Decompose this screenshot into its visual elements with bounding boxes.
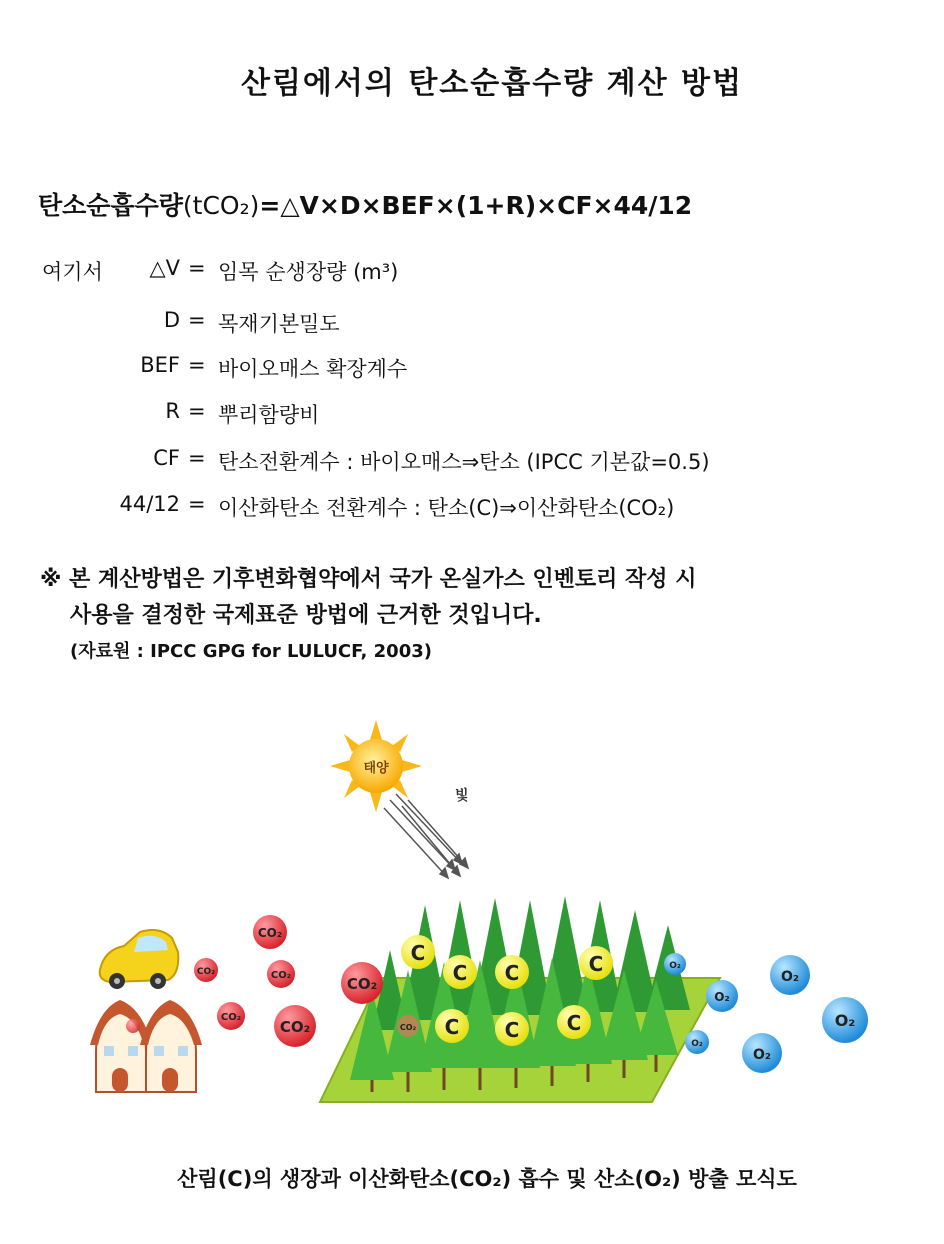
definition-symbol: 44/12 [119, 492, 180, 516]
definition-equals: = [188, 399, 206, 423]
carbon-bubble [579, 946, 613, 980]
svg-text:CO₂: CO₂ [196, 967, 216, 977]
svg-text:C: C [588, 952, 604, 976]
carbon-bubble [495, 955, 529, 989]
house-icon [140, 1000, 202, 1092]
definition-symbol: △V [149, 256, 180, 280]
note-source: (자료원 : IPCC GPG for LULUCF, 2003) [70, 641, 432, 662]
definition-symbol: CF [153, 446, 180, 470]
o2-bubble [706, 980, 738, 1012]
carbon-cycle-diagram [0, 700, 944, 1120]
page-title: 산림에서의 탄소순흡수량 계산 방법 [240, 66, 744, 101]
svg-text:C: C [410, 941, 426, 965]
svg-text:C: C [504, 1018, 520, 1042]
definition-row [0, 399, 944, 439]
definition-row [0, 353, 944, 393]
o2-bubble [770, 955, 810, 995]
definition-symbol: R [165, 399, 180, 423]
definition-equals: = [188, 446, 206, 470]
definition-desc: 목재기본밀도 [218, 312, 340, 336]
svg-text:CO₂: CO₂ [220, 1012, 242, 1023]
note-line-1: ※ 본 계산방법은 기후변화협약에서 국가 온실가스 인벤토리 작성 시 [40, 567, 697, 592]
co2-bubble [267, 960, 295, 988]
sun-label: 태양 [363, 761, 389, 776]
co2-bubble [194, 958, 218, 982]
svg-text:CO₂: CO₂ [399, 1023, 417, 1032]
definition-desc: 이산화탄소 전환계수 : 탄소(C)⇒이산화탄소(CO₂) [218, 496, 675, 520]
light-label: 빛 [455, 788, 469, 804]
formula-name: 탄소순흡수량 [38, 191, 183, 220]
svg-text:CO₂: CO₂ [257, 926, 283, 940]
co2-bubble [217, 1002, 245, 1030]
definition-equals: = [188, 492, 206, 516]
note-line-2: 사용을 결정한 국제표준 방법에 근거한 것입니다. [70, 603, 542, 628]
carbon-bubble [401, 935, 435, 969]
o2-bubble [664, 953, 686, 975]
formula [38, 186, 692, 222]
co2-bubble [341, 962, 383, 1004]
definition-row [0, 308, 944, 348]
light-rays-icon [384, 794, 468, 878]
definition-row [0, 256, 944, 296]
svg-text:O₂: O₂ [834, 1011, 856, 1030]
definition-equals: = [188, 353, 206, 377]
co2-bubble [274, 1005, 316, 1047]
co2-bubble [253, 915, 287, 949]
o2-bubble [685, 1030, 709, 1054]
svg-text:O₂: O₂ [714, 990, 730, 1004]
svg-text:C: C [452, 961, 468, 985]
formula-unit: (tCO₂) [182, 191, 260, 220]
svg-text:CO₂: CO₂ [279, 1018, 311, 1036]
car-icon [100, 930, 179, 989]
definition-symbol: BEF [140, 353, 180, 377]
definition-desc: 탄소전환계수 : 바이오매스⇒탄소 (IPCC 기본값=0.5) [218, 450, 710, 474]
definition-desc: 바이오매스 확장계수 [218, 357, 408, 381]
diagram-caption: 산림(C)의 생장과 이산화탄소(CO₂) 흡수 및 산소(O₂) 방출 모식도 [177, 1167, 797, 1191]
svg-text:O₂: O₂ [691, 1039, 703, 1049]
svg-text:O₂: O₂ [752, 1047, 772, 1063]
house-icon [90, 1000, 152, 1092]
definition-row [0, 492, 944, 532]
svg-text:C: C [566, 1011, 582, 1035]
svg-text:CO₂: CO₂ [346, 975, 378, 993]
svg-text:CO₂: CO₂ [270, 970, 292, 981]
note-block [40, 562, 920, 670]
svg-text:C: C [504, 961, 520, 985]
carbon-bubble [443, 955, 477, 989]
definition-symbol: D [163, 308, 180, 332]
co2-bubble [397, 1015, 419, 1037]
formula-expression: =△V×D×BEF×(1+R)×CF×44/12 [259, 191, 693, 220]
carbon-bubble [557, 1005, 591, 1039]
svg-text:O₂: O₂ [669, 961, 681, 971]
definition-equals: = [188, 256, 206, 280]
o2-bubble [742, 1033, 782, 1073]
definition-desc: 임목 순생장량 (m³) [218, 260, 399, 284]
svg-text:C: C [444, 1015, 460, 1039]
definition-desc: 뿌리함량비 [218, 403, 320, 427]
co2-bubble [126, 1019, 140, 1033]
carbon-bubble [495, 1012, 529, 1046]
sun-icon [330, 720, 422, 812]
o2-bubble [822, 997, 868, 1043]
definition-row [0, 446, 944, 486]
definition-equals: = [188, 308, 206, 332]
carbon-bubble [435, 1009, 469, 1043]
svg-text:O₂: O₂ [780, 969, 800, 985]
definitions-lead: 여기서 [42, 260, 103, 284]
